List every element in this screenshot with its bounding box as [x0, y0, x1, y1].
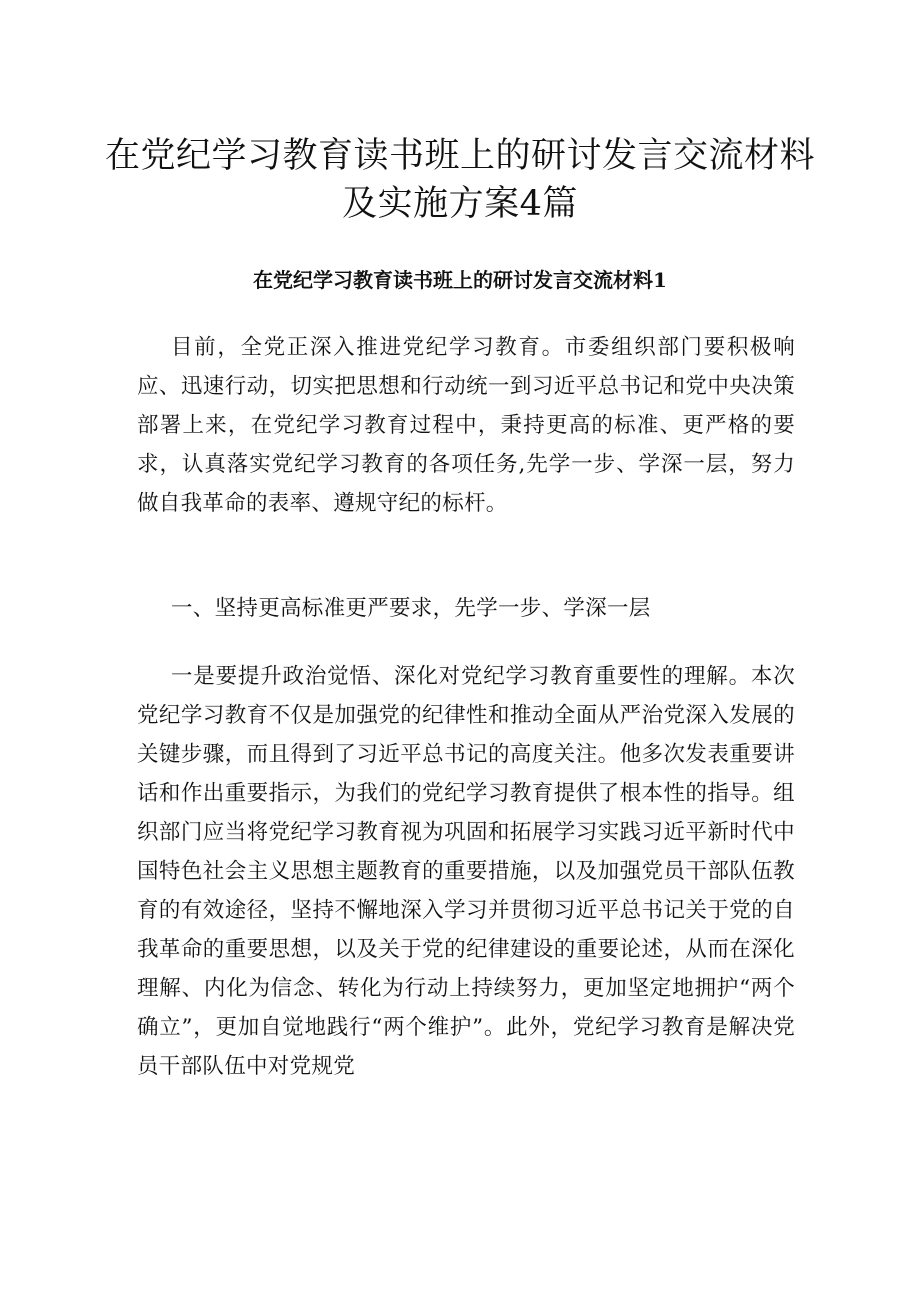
- section-heading: 一、坚持更高标准更严要求，先学一步、学深一层: [171, 596, 651, 621]
- body-paragraph: 一是要提升政治觉悟、深化对党纪学习教育重要性的理解。本次党纪学习教育不仅是加强党的纪律性和推动全面从严治党深入发展的关键步骤，而且得到了习近平总书记的高度关注。他多次发表重要讲话和作出重要指示，为我们的党纪学习教育提供了根本性的指导。组织部门应当将党纪学习教育视为巩固和拓展学习实践习近平新时代中国特色社会主义思想主题教育的重要措施，以及加强党员干部队伍教育的有效途径，坚持不懈地深入学习并贯彻习近平总书记关于党的自我革命的重要思想，以及关于党的纪律建设的重要论述，从而在深化理解、内化为信念、转化为行动上持续努力，更加坚定地拥护“两个确立”，更加自觉地践行“两个维护”。此外，党纪学习教育是解决党员干部队伍中对党规党: [137, 664, 795, 1079]
- document-subtitle: 在党纪学习教育读书班上的研讨发言交流材料1: [253, 268, 667, 292]
- document-title: 在党纪学习教育读书班上的研讨发言交流材料及实施方案4篇: [104, 136, 815, 224]
- intro-paragraph: 目前，全党正深入推进党纪学习教育。市委组织部门要积极响应、迅速行动，切实把思想和行动统一到习近平总书记和党中央决策部署上来，在党纪学习教育过程中，秉持更高的标准、更严格的要求，认真落实党纪学习教育的各项任务,先学一步、学深一层，努力做自我革命的表率、遵规守纪的标杆。: [137, 335, 795, 516]
